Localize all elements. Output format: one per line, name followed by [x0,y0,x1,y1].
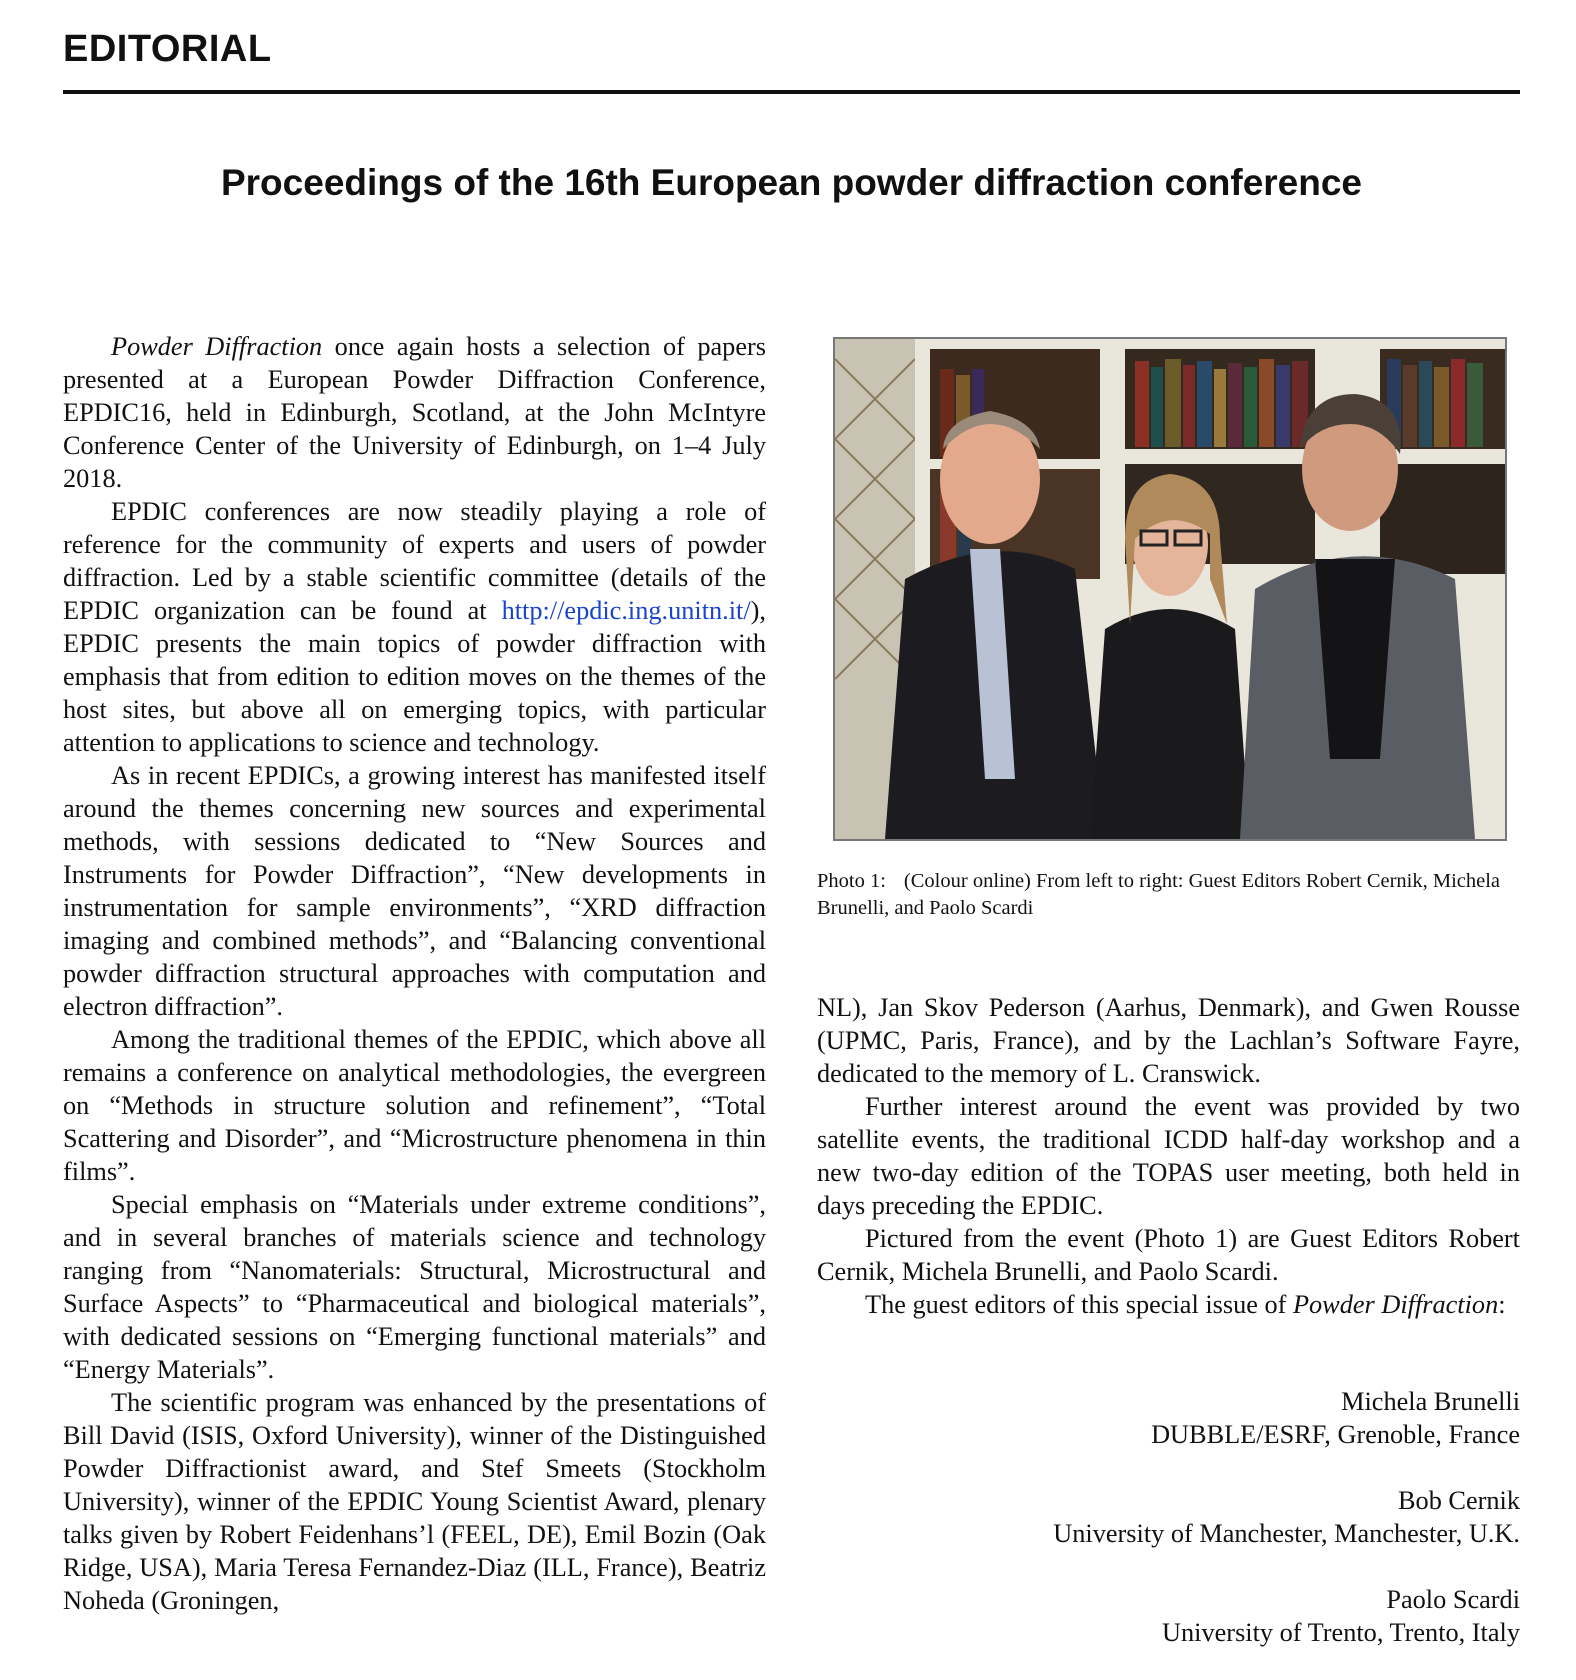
epdic-website-link[interactable]: http://epdic.ing.unitn.it/ [501,596,751,625]
caption-label: Photo 1: [817,870,886,892]
paragraph-10-end: : [1498,1290,1506,1319]
paragraph-4: Among the traditional themes of the EPDIC, which above all remains a conference on analytical methodologies, the evergreen on “Methods in structure solution and refinement”, “Total Scattering and Disorder”, and “Microstructure phenomena in thin films”. [63,1025,766,1186]
right-column [817,991,1520,1321]
paragraph-5: Special emphasis on “Materials under extreme conditions”, and in several branches of materials science and technology ranging from “Nanomaterials: Structural, Microstructural and Surface Aspects” to “Pharmaceutical and biological materials”, with dedicated sessions on “Emerging functional materials” and “Energy Materials”. [63,1190,766,1384]
photo-illustration [835,339,1505,839]
paragraph-2-text-b: ), EPDIC presents the main topics of powder diffraction with emphasis that from edition to edition moves on the themes of the host sites, but above all on emerging topics, with particular attention to applications to science and technology. [63,596,766,757]
signature-brunelli [920,1385,1520,1451]
signature-cernik [920,1484,1520,1550]
section-label: EDITORIAL [63,28,272,70]
signature-affiliation: DUBBLE/ESRF, Grenoble, France [1151,1420,1520,1449]
paragraph-1-text: once again hosts a selection of papers presented at a European Powder Diffraction Conference, EPDIC16, held in Edinburgh, Scotland, at the John McIntyre Conference Center of the University of Edinburgh, on 1–4 July 2018. [63,332,766,493]
paragraph-8: Further interest around the event was provided by two satellite events, the traditional ICDD half-day workshop and a new two-day edition of the TOPAS user meeting, both held in days preceding the EPDIC. [817,1092,1520,1220]
signature-affiliation: University of Manchester, Manchester, U.K. [1053,1519,1520,1548]
header-rule [63,90,1520,94]
article-title: Proceedings of the 16th European powder diffraction conference [220,162,1363,203]
photo-caption [817,868,1520,922]
journal-name: Powder Diffraction [1292,1290,1499,1319]
paragraph-10-text: The guest editors of this special issue of [865,1290,1293,1319]
journal-name: Powder Diffraction [111,332,323,361]
paragraph-1 [63,330,766,495]
signature-name: Paolo Scardi [1386,1585,1520,1614]
paragraph-6: The scientific program was enhanced by the presentations of Bill David (ISIS, Oxford University), winner of the Distinguished Powder Diffractionist award, and Stef Smeets (Stockholm University), winner of the EPDIC Young Scientist Award, plenary talks given by Robert Feidenhans’l (FEEL, DE), Emil Bozin (Oak Ridge, USA), Maria Teresa Fernandez-Diaz (ILL, France), Beatriz Noheda (Groningen, [63,1388,766,1615]
editors-photo [833,337,1507,841]
paragraph-3: As in recent EPDICs, a growing interest has manifested itself around the themes concerning new sources and experimental methods, with sessions dedicated to “New Sources and Instruments for Powder Diffraction”, “New developments in instrumentation for sample environments”, “XRD diffraction imaging and combined methods”, and “Balancing conventional powder diffraction structural approaches with computation and electron diffraction”. [63,761,766,1021]
paragraph-10 [817,1288,1520,1321]
left-column [63,330,766,1617]
paragraph-2 [63,495,766,759]
paragraph-2-text-a: EPDIC conferences are now steadily playing a role of reference for the community of experts and users of powder diffraction. Led by a stable scientific committee (details of the EPDIC organization can be found at [63,497,766,625]
caption-text: (Colour online) From left to right: Guest Editors Robert Cernik, Michela Brunelli, and Paolo Scardi [817,870,1501,919]
paragraph-7: NL), Jan Skov Pederson (Aarhus, Denmark), and Gwen Rousse (UPMC, Paris, France), and by the Lachlan’s Software Fayre, dedicated to the memory of L. Cranswick. [817,993,1520,1088]
signature-affiliation: University of Trento, Trento, Italy [1162,1618,1520,1647]
signature-name: Michela Brunelli [1341,1387,1520,1416]
signature-scardi [920,1583,1520,1649]
signature-name: Bob Cernik [1398,1486,1520,1515]
paragraph-9: Pictured from the event (Photo 1) are Guest Editors Robert Cernik, Michela Brunelli, and Paolo Scardi. [817,1224,1520,1286]
